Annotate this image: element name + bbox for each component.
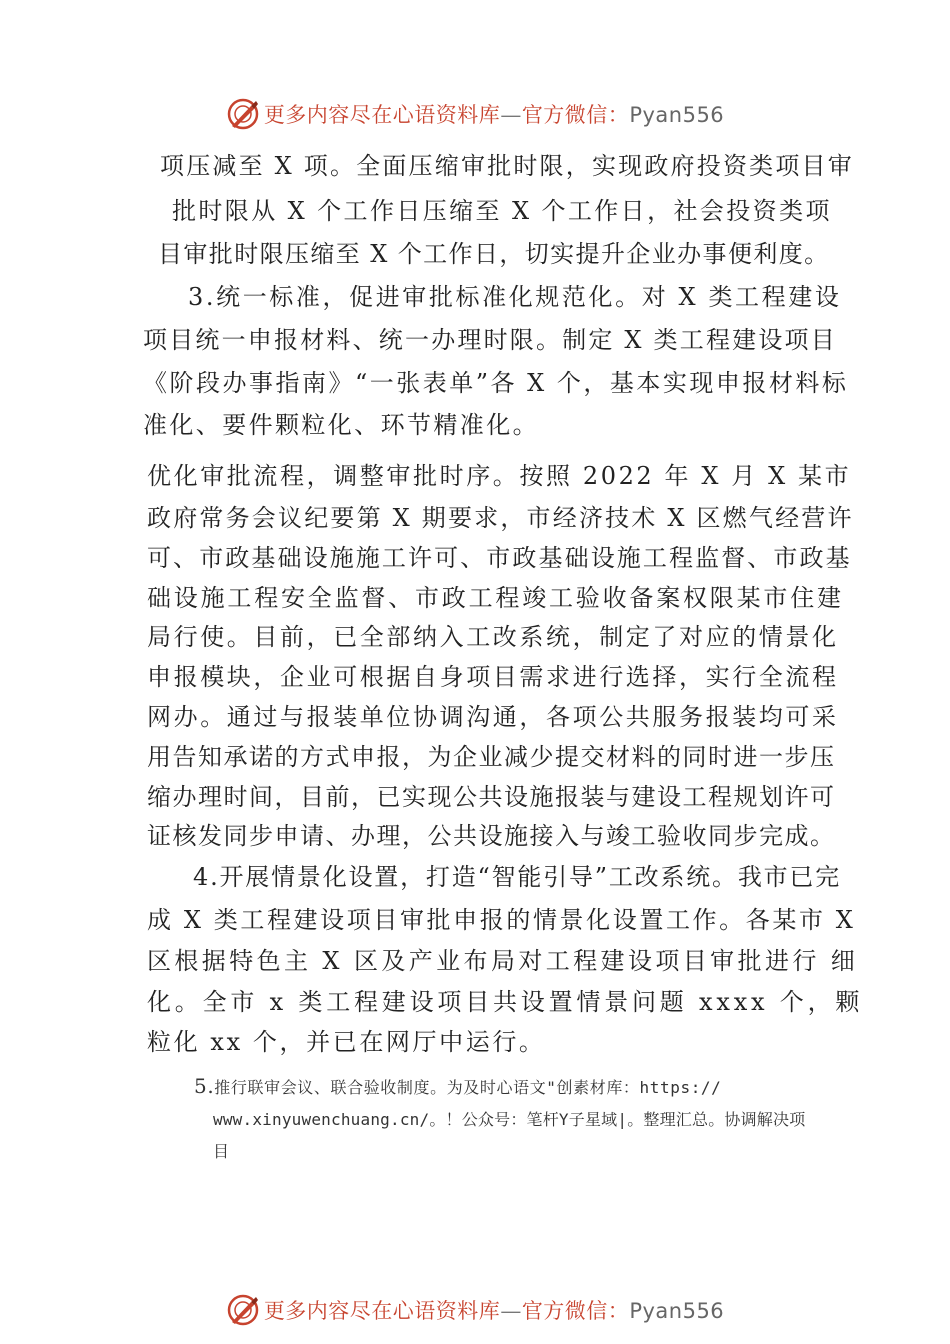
section-d-line: 4.开展情景化设置，打造“智能引导”工改系统。我市已完 bbox=[193, 863, 842, 891]
section-e-line: 5.推行联审会议、联合验收制度。为及时心语文"创素材库：https:// bbox=[194, 1074, 722, 1098]
section-d-line: 区根据特色主 X 区及产业布局对工程建设项目审批进行 细 bbox=[147, 947, 859, 975]
wechat-id: Pyan556 bbox=[629, 1299, 725, 1323]
section-b-line: 项目统一申报材料、统一办理时限。制定 X 类工程建设项目 bbox=[143, 326, 837, 354]
section-a-line: 项压减至 X 项。全面压缩审批时限，实现政府投资类项目审 bbox=[160, 152, 854, 180]
section-b-line: 3.统一标准，促进审批标准化规范化。对 X 类工程建设 bbox=[188, 283, 842, 311]
section-c-line: 用告知承诺的方式申报，为企业减少提交材料的同时进一步压 bbox=[147, 743, 836, 771]
wechat-id: Pyan556 bbox=[629, 103, 725, 127]
section-d-line: 粒化 xx 个，并已在网厅中运行。 bbox=[147, 1028, 546, 1056]
section-e-line: www.xinyuwenchuang.cn/。！公众号：笔杆Y子星域|。整理汇总。协调解决项 bbox=[213, 1110, 806, 1129]
section-d-line: 化。全市 x 类工程建设项目共设置情景问题 xxxx 个，颗 bbox=[147, 988, 864, 1016]
banner-text: 更多内容尽在心语资料库—官方微信：Pyan556 bbox=[263, 103, 725, 127]
section-b-line: 准化、要件颗粒化、环节精准化。 bbox=[143, 411, 539, 439]
section-c-line: 申报模块，企业可根据自身项目需求进行选择，实行全流程 bbox=[147, 663, 839, 691]
pen-logo-icon bbox=[226, 1293, 260, 1327]
section-c-line: 网办。通过与报装单位协调沟通，各项公共服务报装均可采 bbox=[147, 703, 839, 731]
section-d-line: 成 X 类工程建设项目审批申报的情景化设置工作。各某市 X bbox=[147, 906, 856, 934]
section-c-line: 缩办理时间，目前，已实现公共设施报装与建设工程规划许可 bbox=[147, 783, 836, 811]
section-a-line: 批时限从 X 个工作日压缩至 X 个工作日，社会投资类项 bbox=[172, 197, 832, 225]
header-banner bbox=[0, 94, 950, 134]
section-c-line: 证核发同步申请、办理，公共设施接入与竣工验收同步完成。 bbox=[147, 822, 836, 850]
section-c-line: 局行使。目前，已全部纳入工改系统，制定了对应的情景化 bbox=[147, 623, 839, 651]
section-e-number: 5. bbox=[194, 1074, 215, 1098]
pen-logo-icon bbox=[226, 97, 260, 131]
section-c-line: 可、市政基础设施施工许可、市政基础设施工程监督、市政基 bbox=[147, 544, 852, 572]
section-b-line: 《阶段办事指南》“一张表单”各 X 个，基本实现申报材料标 bbox=[143, 369, 849, 397]
section-e-line: 目 bbox=[213, 1142, 230, 1161]
section-c-line: 优化审批流程，调整审批时序。按照 2022 年 X 月 X 某市 bbox=[147, 462, 852, 490]
section-c-line: 础设施工程安全监督、市政工程竣工验收备案权限某市住建 bbox=[147, 584, 844, 612]
section-a-line: 目审批时限压缩至 X 个工作日，切实提升企业办事便利度。 bbox=[158, 240, 830, 268]
footer-banner bbox=[0, 1290, 950, 1330]
section-c-line: 政府常务会议纪要第 X 期要求，市经济技术 X 区燃气经营许 bbox=[147, 504, 854, 532]
banner-text: 更多内容尽在心语资料库—官方微信：Pyan556 bbox=[263, 1299, 725, 1323]
